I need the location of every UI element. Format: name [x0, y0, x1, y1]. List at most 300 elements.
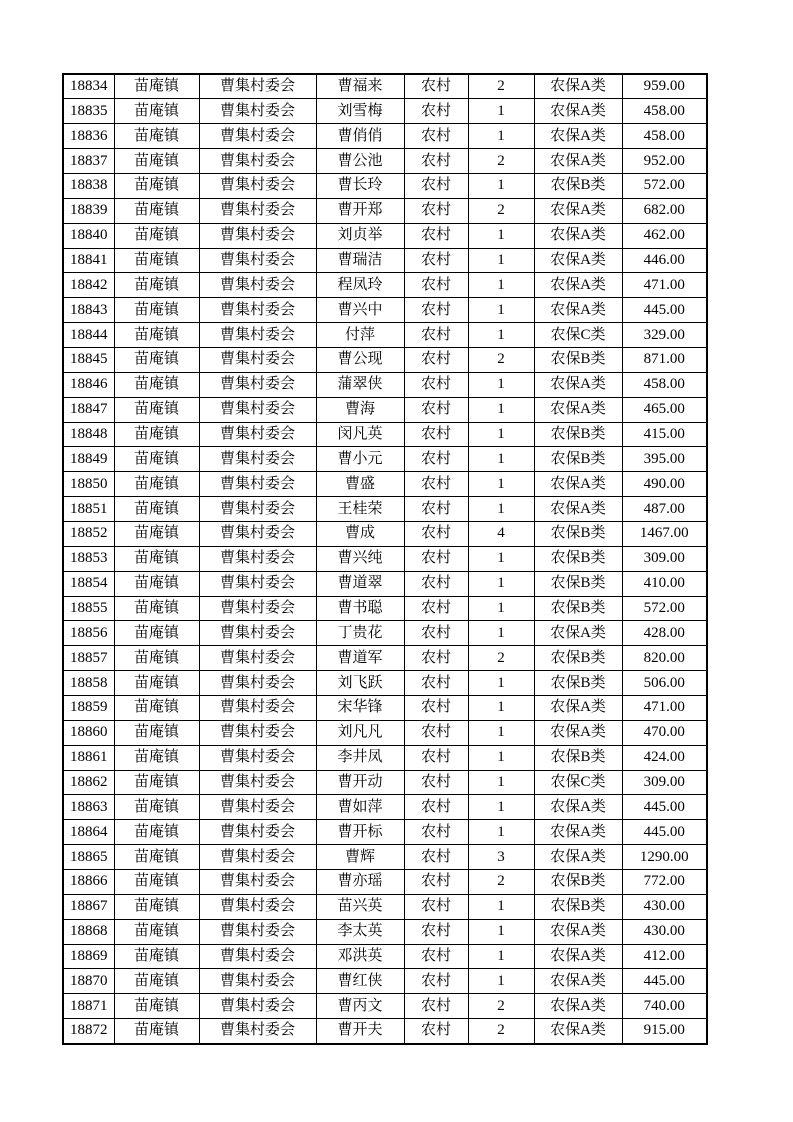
cell-person-count: 1 [468, 795, 534, 820]
cell-household-type: 农村 [404, 944, 468, 969]
cell-town: 苗庵镇 [114, 149, 199, 174]
cell-insurance-category: 农保A类 [534, 397, 622, 422]
cell-household-type: 农村 [404, 845, 468, 870]
cell-serial-number: 18852 [63, 521, 114, 546]
cell-village-committee: 曹集村委会 [199, 323, 316, 348]
cell-amount: 410.00 [622, 571, 707, 596]
cell-amount: 329.00 [622, 323, 707, 348]
cell-serial-number: 18853 [63, 546, 114, 571]
cell-serial-number: 18855 [63, 596, 114, 621]
cell-person-name: 闵凡英 [316, 422, 404, 447]
cell-household-type: 农村 [404, 646, 468, 671]
cell-amount: 445.00 [622, 298, 707, 323]
table-row [63, 571, 707, 596]
cell-person-count: 1 [468, 695, 534, 720]
cell-person-count: 2 [468, 646, 534, 671]
cell-household-type: 农村 [404, 173, 468, 198]
cell-amount: 952.00 [622, 149, 707, 174]
cell-amount: 462.00 [622, 223, 707, 248]
cell-town: 苗庵镇 [114, 347, 199, 372]
cell-insurance-category: 农保B类 [534, 347, 622, 372]
cell-person-name: 曹亦瑶 [316, 870, 404, 895]
cell-town: 苗庵镇 [114, 795, 199, 820]
cell-amount: 445.00 [622, 795, 707, 820]
cell-village-committee: 曹集村委会 [199, 646, 316, 671]
cell-person-count: 1 [468, 596, 534, 621]
cell-village-committee: 曹集村委会 [199, 745, 316, 770]
cell-household-type: 农村 [404, 870, 468, 895]
cell-town: 苗庵镇 [114, 596, 199, 621]
cell-serial-number: 18834 [63, 74, 114, 99]
cell-person-name: 邓洪英 [316, 944, 404, 969]
cell-town: 苗庵镇 [114, 546, 199, 571]
table-row [63, 298, 707, 323]
cell-town: 苗庵镇 [114, 745, 199, 770]
cell-person-count: 1 [468, 497, 534, 522]
cell-serial-number: 18841 [63, 248, 114, 273]
cell-village-committee: 曹集村委会 [199, 894, 316, 919]
table-row [63, 621, 707, 646]
cell-household-type: 农村 [404, 397, 468, 422]
cell-person-count: 2 [468, 149, 534, 174]
cell-serial-number: 18868 [63, 919, 114, 944]
cell-person-name: 李太英 [316, 919, 404, 944]
cell-town: 苗庵镇 [114, 497, 199, 522]
cell-person-name: 曹俏俏 [316, 124, 404, 149]
cell-town: 苗庵镇 [114, 323, 199, 348]
cell-person-count: 1 [468, 397, 534, 422]
cell-town: 苗庵镇 [114, 298, 199, 323]
cell-person-count: 4 [468, 521, 534, 546]
cell-person-name: 曹福来 [316, 74, 404, 99]
cell-household-type: 农村 [404, 695, 468, 720]
cell-household-type: 农村 [404, 248, 468, 273]
table-row [63, 720, 707, 745]
table-row [63, 124, 707, 149]
table-row [63, 695, 707, 720]
cell-person-name: 曹海 [316, 397, 404, 422]
cell-person-name: 刘雪梅 [316, 99, 404, 124]
cell-household-type: 农村 [404, 596, 468, 621]
cell-village-committee: 曹集村委会 [199, 1019, 316, 1044]
cell-insurance-category: 农保B类 [534, 745, 622, 770]
table-row [63, 74, 707, 99]
cell-person-name: 付萍 [316, 323, 404, 348]
cell-insurance-category: 农保A类 [534, 472, 622, 497]
cell-person-name: 刘凡凡 [316, 720, 404, 745]
cell-serial-number: 18844 [63, 323, 114, 348]
cell-town: 苗庵镇 [114, 397, 199, 422]
cell-insurance-category: 农保A类 [534, 919, 622, 944]
table-row [63, 969, 707, 994]
cell-town: 苗庵镇 [114, 969, 199, 994]
cell-person-name: 曹小元 [316, 447, 404, 472]
cell-amount: 772.00 [622, 870, 707, 895]
cell-household-type: 农村 [404, 571, 468, 596]
cell-amount: 470.00 [622, 720, 707, 745]
cell-household-type: 农村 [404, 198, 468, 223]
cell-serial-number: 18836 [63, 124, 114, 149]
cell-town: 苗庵镇 [114, 720, 199, 745]
cell-village-committee: 曹集村委会 [199, 521, 316, 546]
cell-household-type: 农村 [404, 74, 468, 99]
cell-town: 苗庵镇 [114, 74, 199, 99]
cell-amount: 446.00 [622, 248, 707, 273]
cell-town: 苗庵镇 [114, 447, 199, 472]
cell-household-type: 农村 [404, 1019, 468, 1044]
cell-amount: 415.00 [622, 422, 707, 447]
cell-village-committee: 曹集村委会 [199, 124, 316, 149]
cell-amount: 490.00 [622, 472, 707, 497]
cell-household-type: 农村 [404, 671, 468, 696]
cell-serial-number: 18838 [63, 173, 114, 198]
cell-household-type: 农村 [404, 969, 468, 994]
cell-amount: 572.00 [622, 596, 707, 621]
cell-person-name: 李井凤 [316, 745, 404, 770]
cell-household-type: 农村 [404, 795, 468, 820]
cell-amount: 959.00 [622, 74, 707, 99]
table-row [63, 1019, 707, 1044]
table-row [63, 347, 707, 372]
cell-person-count: 1 [468, 323, 534, 348]
cell-insurance-category: 农保B类 [534, 422, 622, 447]
cell-insurance-category: 农保B类 [534, 546, 622, 571]
cell-person-name: 程凤玲 [316, 273, 404, 298]
cell-insurance-category: 农保A类 [534, 273, 622, 298]
cell-serial-number: 18871 [63, 994, 114, 1019]
cell-amount: 465.00 [622, 397, 707, 422]
cell-household-type: 农村 [404, 546, 468, 571]
cell-village-committee: 曹集村委会 [199, 621, 316, 646]
table-row [63, 671, 707, 696]
cell-amount: 424.00 [622, 745, 707, 770]
cell-town: 苗庵镇 [114, 994, 199, 1019]
cell-person-name: 曹如萍 [316, 795, 404, 820]
cell-person-name: 曹开动 [316, 770, 404, 795]
cell-person-name: 丁贵花 [316, 621, 404, 646]
table-row [63, 596, 707, 621]
cell-serial-number: 18849 [63, 447, 114, 472]
cell-insurance-category: 农保A类 [534, 820, 622, 845]
cell-household-type: 农村 [404, 149, 468, 174]
cell-amount: 458.00 [622, 99, 707, 124]
cell-person-name: 曹开夫 [316, 1019, 404, 1044]
cell-person-count: 1 [468, 472, 534, 497]
cell-person-name: 曹红侠 [316, 969, 404, 994]
cell-person-name: 曹道军 [316, 646, 404, 671]
cell-person-name: 曹开郑 [316, 198, 404, 223]
cell-village-committee: 曹集村委会 [199, 671, 316, 696]
cell-town: 苗庵镇 [114, 944, 199, 969]
cell-serial-number: 18857 [63, 646, 114, 671]
cell-serial-number: 18837 [63, 149, 114, 174]
cell-person-name: 曹长玲 [316, 173, 404, 198]
cell-person-count: 2 [468, 994, 534, 1019]
cell-village-committee: 曹集村委会 [199, 198, 316, 223]
cell-town: 苗庵镇 [114, 621, 199, 646]
cell-person-name: 刘飞跃 [316, 671, 404, 696]
cell-town: 苗庵镇 [114, 521, 199, 546]
table-row [63, 497, 707, 522]
cell-amount: 412.00 [622, 944, 707, 969]
cell-person-name: 王桂荣 [316, 497, 404, 522]
cell-village-committee: 曹集村委会 [199, 472, 316, 497]
table-row [63, 944, 707, 969]
cell-insurance-category: 农保A类 [534, 74, 622, 99]
cell-person-count: 1 [468, 124, 534, 149]
cell-person-count: 1 [468, 447, 534, 472]
table-row [63, 422, 707, 447]
cell-insurance-category: 农保A类 [534, 994, 622, 1019]
cell-insurance-category: 农保B类 [534, 521, 622, 546]
cell-town: 苗庵镇 [114, 571, 199, 596]
cell-insurance-category: 农保A类 [534, 621, 622, 646]
cell-person-name: 曹兴纯 [316, 546, 404, 571]
cell-serial-number: 18845 [63, 347, 114, 372]
cell-insurance-category: 农保A类 [534, 223, 622, 248]
cell-insurance-category: 农保A类 [534, 969, 622, 994]
table-row [63, 248, 707, 273]
cell-insurance-category: 农保A类 [534, 248, 622, 273]
table-row [63, 894, 707, 919]
cell-serial-number: 18848 [63, 422, 114, 447]
cell-village-committee: 曹集村委会 [199, 820, 316, 845]
cell-village-committee: 曹集村委会 [199, 969, 316, 994]
cell-person-count: 2 [468, 74, 534, 99]
cell-village-committee: 曹集村委会 [199, 994, 316, 1019]
cell-serial-number: 18842 [63, 273, 114, 298]
cell-person-count: 1 [468, 273, 534, 298]
cell-insurance-category: 农保A类 [534, 298, 622, 323]
cell-town: 苗庵镇 [114, 770, 199, 795]
cell-insurance-category: 农保A类 [534, 845, 622, 870]
cell-village-committee: 曹集村委会 [199, 347, 316, 372]
table-row [63, 745, 707, 770]
table-row [63, 223, 707, 248]
cell-serial-number: 18866 [63, 870, 114, 895]
cell-amount: 682.00 [622, 198, 707, 223]
cell-person-count: 1 [468, 99, 534, 124]
cell-amount: 471.00 [622, 695, 707, 720]
cell-serial-number: 18872 [63, 1019, 114, 1044]
cell-amount: 445.00 [622, 820, 707, 845]
cell-village-committee: 曹集村委会 [199, 74, 316, 99]
cell-person-count: 1 [468, 298, 534, 323]
cell-serial-number: 18864 [63, 820, 114, 845]
table-row [63, 994, 707, 1019]
cell-household-type: 农村 [404, 273, 468, 298]
cell-village-committee: 曹集村委会 [199, 770, 316, 795]
cell-person-count: 1 [468, 720, 534, 745]
cell-amount: 471.00 [622, 273, 707, 298]
cell-serial-number: 18835 [63, 99, 114, 124]
cell-person-name: 曹道翠 [316, 571, 404, 596]
cell-town: 苗庵镇 [114, 695, 199, 720]
cell-person-count: 1 [468, 248, 534, 273]
cell-insurance-category: 农保B类 [534, 671, 622, 696]
table-row [63, 198, 707, 223]
cell-person-count: 1 [468, 770, 534, 795]
cell-household-type: 农村 [404, 521, 468, 546]
cell-serial-number: 18858 [63, 671, 114, 696]
cell-insurance-category: 农保C类 [534, 323, 622, 348]
cell-person-count: 1 [468, 546, 534, 571]
cell-household-type: 农村 [404, 497, 468, 522]
table-row [63, 919, 707, 944]
cell-town: 苗庵镇 [114, 124, 199, 149]
table-row [63, 521, 707, 546]
cell-town: 苗庵镇 [114, 472, 199, 497]
cell-person-name: 曹书聪 [316, 596, 404, 621]
cell-person-name: 曹盛 [316, 472, 404, 497]
cell-amount: 309.00 [622, 546, 707, 571]
cell-town: 苗庵镇 [114, 273, 199, 298]
cell-insurance-category: 农保B类 [534, 447, 622, 472]
cell-household-type: 农村 [404, 124, 468, 149]
cell-person-count: 1 [468, 173, 534, 198]
cell-amount: 458.00 [622, 124, 707, 149]
cell-amount: 430.00 [622, 919, 707, 944]
table-row [63, 372, 707, 397]
cell-serial-number: 18854 [63, 571, 114, 596]
cell-amount: 1467.00 [622, 521, 707, 546]
cell-serial-number: 18847 [63, 397, 114, 422]
cell-village-committee: 曹集村委会 [199, 149, 316, 174]
cell-household-type: 农村 [404, 820, 468, 845]
cell-town: 苗庵镇 [114, 173, 199, 198]
cell-town: 苗庵镇 [114, 99, 199, 124]
cell-person-count: 2 [468, 1019, 534, 1044]
cell-village-committee: 曹集村委会 [199, 248, 316, 273]
cell-person-count: 1 [468, 820, 534, 845]
cell-person-name: 曹辉 [316, 845, 404, 870]
cell-village-committee: 曹集村委会 [199, 596, 316, 621]
table-row [63, 397, 707, 422]
cell-person-count: 1 [468, 944, 534, 969]
cell-serial-number: 18863 [63, 795, 114, 820]
cell-insurance-category: 农保A类 [534, 720, 622, 745]
cell-insurance-category: 农保A类 [534, 1019, 622, 1044]
cell-person-count: 3 [468, 845, 534, 870]
cell-serial-number: 18851 [63, 497, 114, 522]
table-row [63, 820, 707, 845]
table-row [63, 99, 707, 124]
cell-town: 苗庵镇 [114, 919, 199, 944]
cell-village-committee: 曹集村委会 [199, 447, 316, 472]
cell-person-count: 1 [468, 571, 534, 596]
cell-household-type: 农村 [404, 894, 468, 919]
cell-person-count: 1 [468, 671, 534, 696]
cell-person-count: 1 [468, 919, 534, 944]
cell-person-name: 曹公池 [316, 149, 404, 174]
cell-insurance-category: 农保B类 [534, 571, 622, 596]
cell-person-name: 苗兴英 [316, 894, 404, 919]
cell-village-committee: 曹集村委会 [199, 546, 316, 571]
table-row [63, 770, 707, 795]
table-row [63, 323, 707, 348]
table-row [63, 795, 707, 820]
cell-amount: 309.00 [622, 770, 707, 795]
cell-household-type: 农村 [404, 99, 468, 124]
cell-serial-number: 18856 [63, 621, 114, 646]
cell-household-type: 农村 [404, 720, 468, 745]
cell-person-count: 1 [468, 969, 534, 994]
cell-household-type: 农村 [404, 472, 468, 497]
cell-village-committee: 曹集村委会 [199, 223, 316, 248]
cell-household-type: 农村 [404, 372, 468, 397]
cell-serial-number: 18861 [63, 745, 114, 770]
cell-village-committee: 曹集村委会 [199, 497, 316, 522]
cell-town: 苗庵镇 [114, 820, 199, 845]
cell-person-count: 2 [468, 198, 534, 223]
table-row [63, 546, 707, 571]
cell-village-committee: 曹集村委会 [199, 273, 316, 298]
cell-serial-number: 18870 [63, 969, 114, 994]
table-row [63, 472, 707, 497]
table-container [62, 73, 708, 1045]
cell-serial-number: 18859 [63, 695, 114, 720]
cell-insurance-category: 农保B类 [534, 870, 622, 895]
cell-person-count: 2 [468, 870, 534, 895]
cell-household-type: 农村 [404, 347, 468, 372]
table-row [63, 273, 707, 298]
cell-town: 苗庵镇 [114, 1019, 199, 1044]
cell-household-type: 农村 [404, 422, 468, 447]
cell-insurance-category: 农保A类 [534, 99, 622, 124]
cell-town: 苗庵镇 [114, 671, 199, 696]
cell-village-committee: 曹集村委会 [199, 695, 316, 720]
cell-person-name: 曹瑞洁 [316, 248, 404, 273]
cell-village-committee: 曹集村委会 [199, 845, 316, 870]
cell-insurance-category: 农保A类 [534, 695, 622, 720]
cell-amount: 428.00 [622, 621, 707, 646]
cell-amount: 1290.00 [622, 845, 707, 870]
cell-amount: 915.00 [622, 1019, 707, 1044]
cell-household-type: 农村 [404, 298, 468, 323]
cell-serial-number: 18867 [63, 894, 114, 919]
cell-serial-number: 18846 [63, 372, 114, 397]
cell-serial-number: 18843 [63, 298, 114, 323]
cell-village-committee: 曹集村委会 [199, 720, 316, 745]
cell-person-count: 1 [468, 223, 534, 248]
table-row [63, 149, 707, 174]
cell-person-name: 宋华锋 [316, 695, 404, 720]
cell-serial-number: 18862 [63, 770, 114, 795]
cell-person-name: 曹丙文 [316, 994, 404, 1019]
cell-amount: 820.00 [622, 646, 707, 671]
cell-insurance-category: 农保A类 [534, 944, 622, 969]
table-body [63, 74, 707, 1044]
cell-town: 苗庵镇 [114, 870, 199, 895]
cell-insurance-category: 农保B类 [534, 894, 622, 919]
cell-village-committee: 曹集村委会 [199, 870, 316, 895]
cell-town: 苗庵镇 [114, 372, 199, 397]
table-row [63, 646, 707, 671]
cell-household-type: 农村 [404, 994, 468, 1019]
cell-insurance-category: 农保B类 [534, 646, 622, 671]
cell-person-name: 蒲翠侠 [316, 372, 404, 397]
cell-insurance-category: 农保B类 [534, 173, 622, 198]
cell-insurance-category: 农保C类 [534, 770, 622, 795]
cell-amount: 740.00 [622, 994, 707, 1019]
cell-village-committee: 曹集村委会 [199, 99, 316, 124]
cell-person-count: 1 [468, 621, 534, 646]
cell-person-name: 刘贞举 [316, 223, 404, 248]
cell-person-name: 曹兴中 [316, 298, 404, 323]
cell-insurance-category: 农保A类 [534, 149, 622, 174]
cell-person-count: 1 [468, 745, 534, 770]
cell-person-name: 曹成 [316, 521, 404, 546]
